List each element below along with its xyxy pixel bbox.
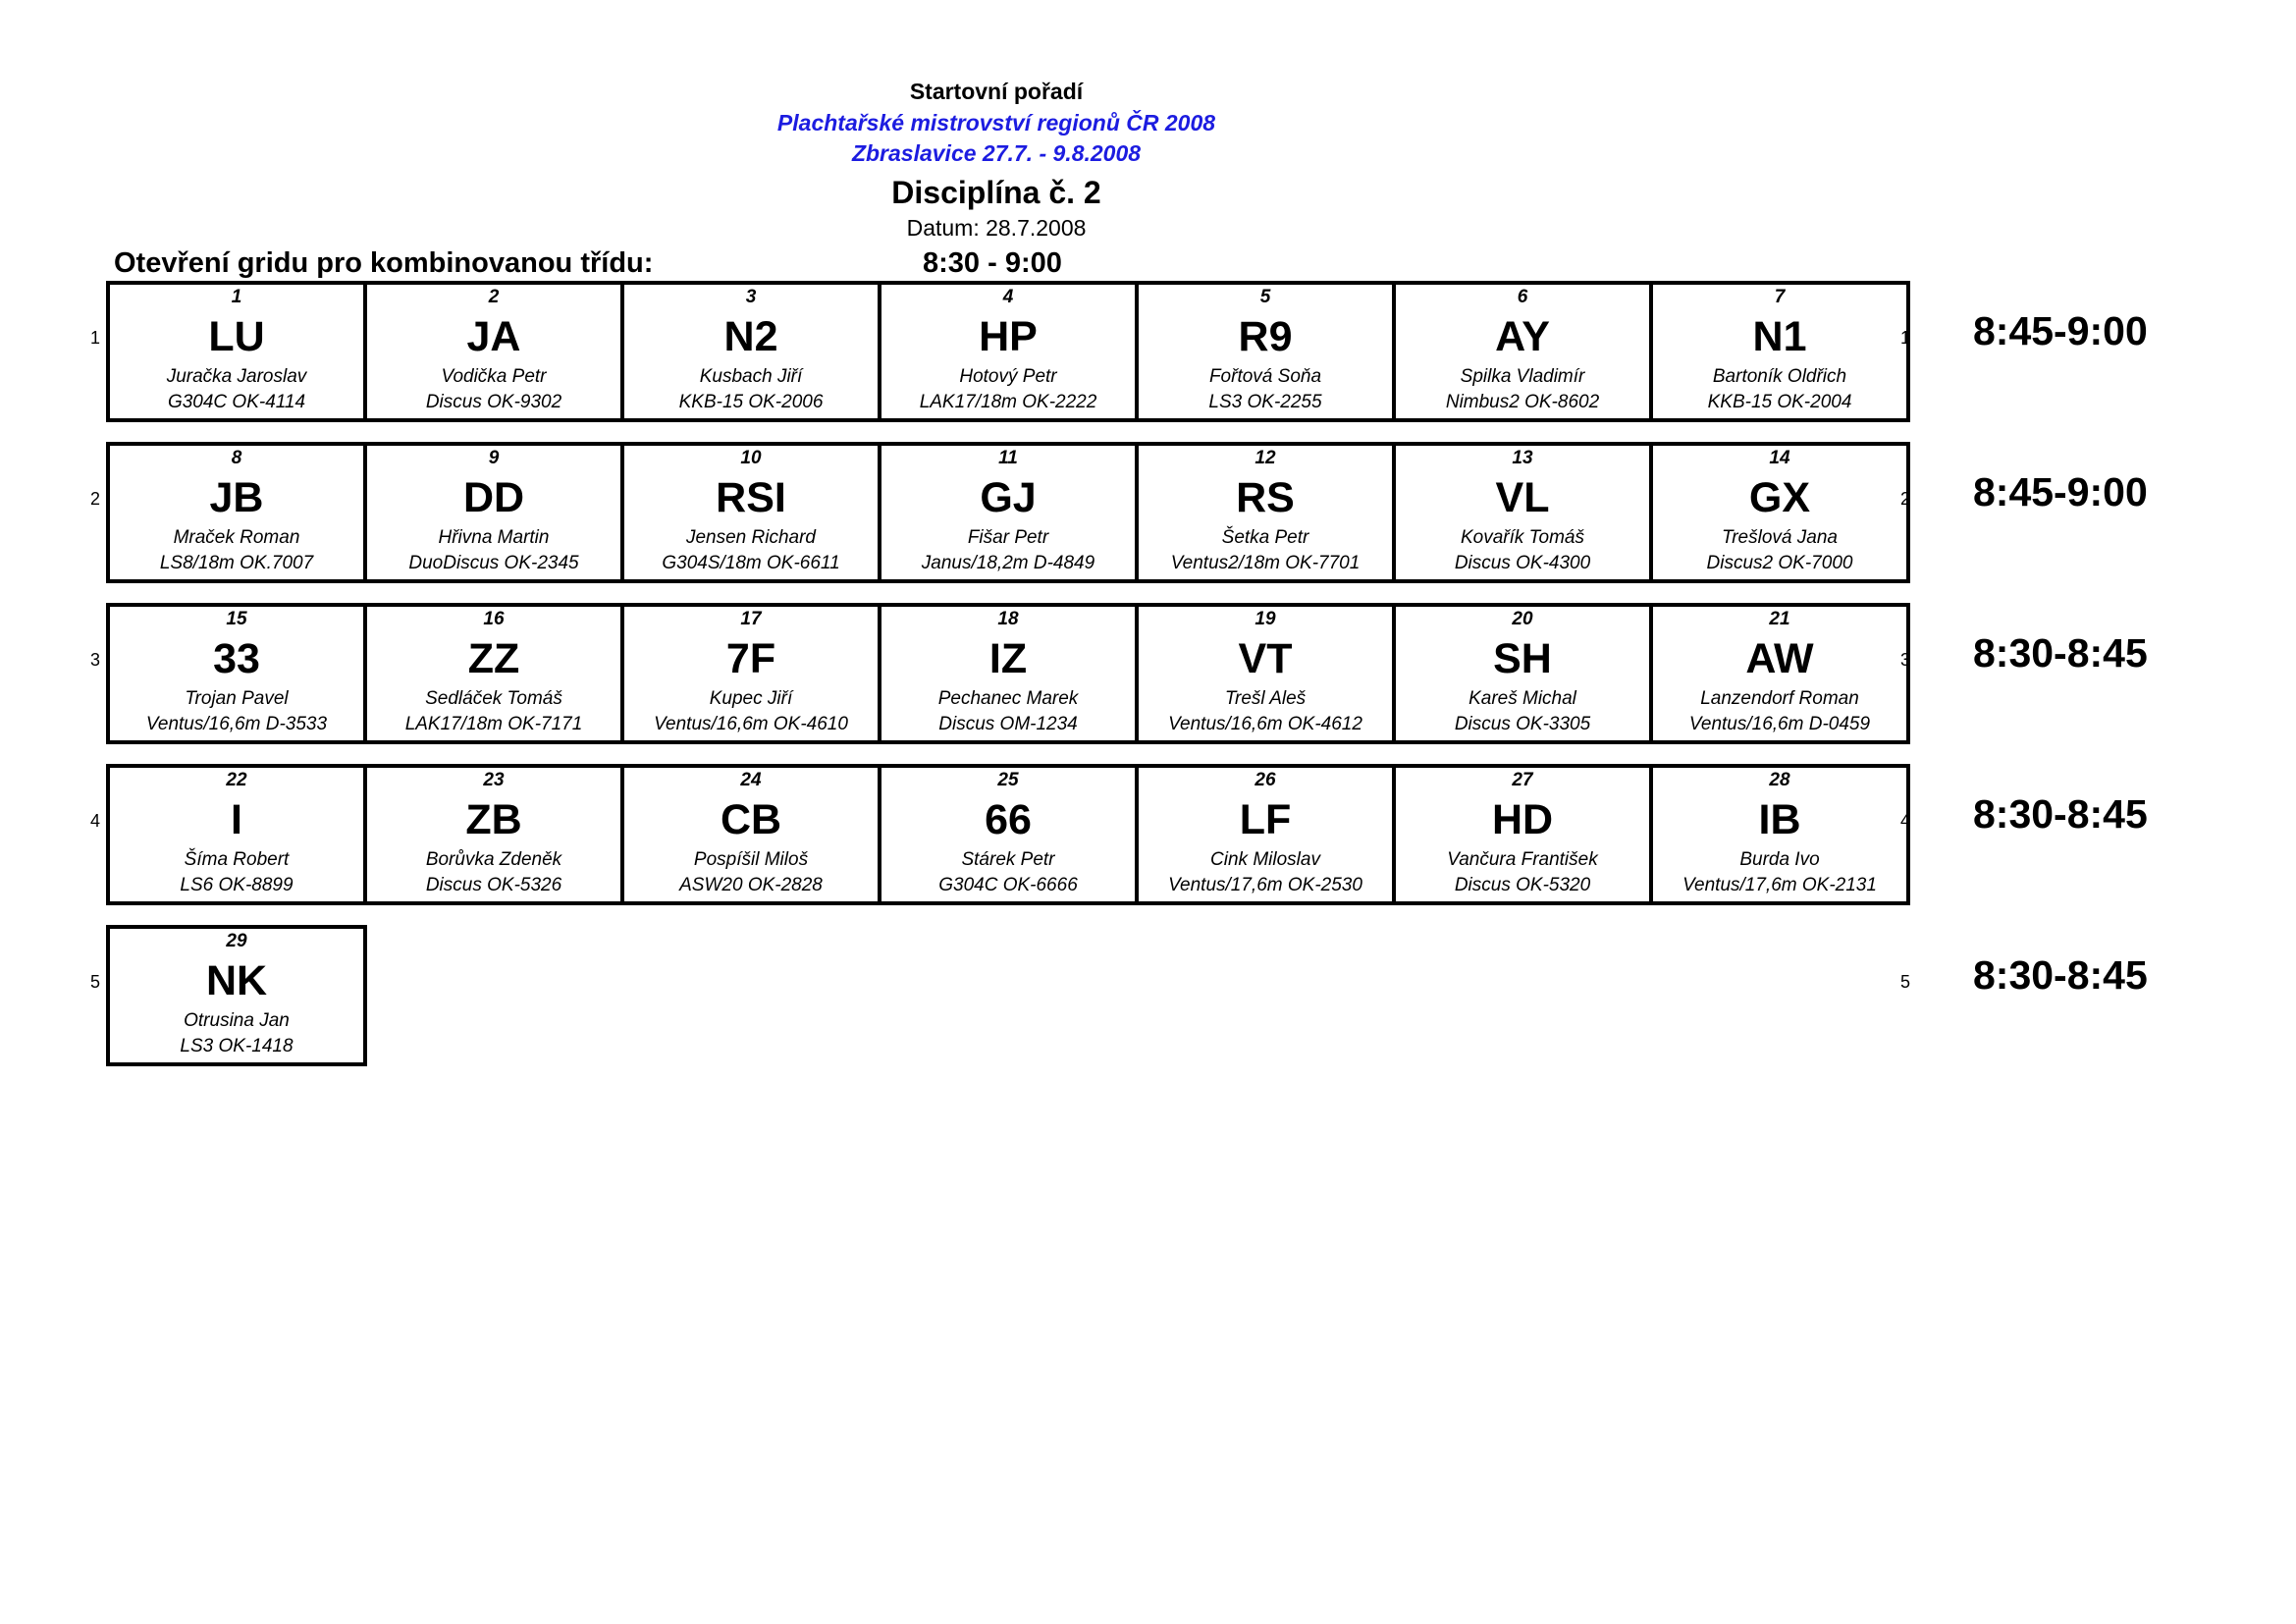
start-number: 17 [740,609,762,629]
start-number: 14 [1769,448,1790,468]
grid-cell [624,768,881,901]
grid-row [0,764,2296,901]
row-number-right: 2 [1900,489,1911,509]
pilot-name: Lanzendorf Roman [1700,688,1859,709]
pilot-name: Sedláček Tomáš [425,688,562,709]
start-number: 25 [997,770,1019,790]
glider-registration: Ventus/16,6m OK-4610 [654,714,848,734]
grid-cell [110,929,363,1062]
competition-code: GX [1748,474,1811,521]
pilot-name: Spilka Vladimír [1460,366,1585,387]
glider-registration: Ventus/16,6m OK-4612 [1168,714,1362,734]
grid-cell [1139,607,1396,740]
glider-registration: Discus OK-9302 [425,392,562,412]
grid-cell [1139,446,1396,579]
start-number: 4 [1002,287,1014,307]
grid-cell [110,607,367,740]
glider-registration: LAK17/18m OK-7171 [404,714,583,734]
competition-code: ZZ [467,635,520,682]
competition-code: IZ [988,635,1028,682]
row-takeoff-window: 8:30-8:45 [1973,952,2148,998]
grid-cell [1653,446,1906,579]
glider-registration: Ventus/16,6m D-3533 [145,714,328,734]
grid-cell [110,768,367,901]
start-number: 27 [1512,770,1533,790]
glider-registration: Discus OK-3305 [1454,714,1591,734]
discipline-date: Datum: 28.7.2008 [906,215,1087,241]
pilot-name: Mraček Roman [173,527,300,548]
competition-code: AW [1745,635,1814,682]
pilot-name: Kupec Jiří [709,688,793,709]
grid-row [0,603,2296,740]
start-number: 28 [1769,770,1790,790]
competition-code: IB [1758,796,1801,843]
page-title: Startovní pořadí [909,79,1084,104]
glider-registration: Ventus2/18m OK-7701 [1170,553,1361,573]
start-number: 12 [1255,448,1276,468]
pilot-name: Burda Ivo [1739,849,1820,870]
competition-code: AY [1495,313,1550,360]
start-number: 20 [1512,609,1533,629]
grid-cell [367,768,624,901]
grid-cell [367,446,624,579]
competition-code: HD [1491,796,1554,843]
competition-code: CB [720,796,782,843]
competition-code: JB [209,474,264,521]
start-number: 16 [483,609,505,629]
pilot-name: Juračka Jaroslav [166,366,307,387]
glider-registration: Janus/18,2m D-4849 [921,553,1095,573]
glider-registration: KKB-15 OK-2006 [678,392,824,412]
glider-registration: Ventus/17,6m OK-2131 [1682,875,1877,895]
grid-row-box [106,925,367,1066]
competition-code: I [231,796,242,843]
pilot-name: Šíma Robert [184,849,290,870]
start-number: 2 [488,287,500,307]
competition-code: N2 [723,313,778,360]
competition-code: VT [1238,635,1293,682]
row-takeoff-window: 8:30-8:45 [1973,630,2148,676]
glider-registration: LS3 OK-2255 [1208,392,1322,412]
glider-registration: Ventus/16,6m D-0459 [1688,714,1871,734]
competition-code: GJ [980,474,1037,521]
start-number: 5 [1259,287,1271,307]
grid-cell [881,768,1139,901]
glider-registration: Discus OK-5320 [1454,875,1591,895]
glider-registration: G304C OK-4114 [167,392,306,412]
start-number: 15 [226,609,247,629]
grid-row-box [106,442,1910,583]
row-number-right: 5 [1900,972,1911,992]
grid-row-box [106,281,1910,422]
pilot-name: Jensen Richard [685,527,817,548]
start-number: 9 [488,448,500,468]
grid-cell [1396,285,1653,418]
grid-cell [881,607,1139,740]
row-number-left: 5 [90,972,101,992]
discipline-heading: Disciplína č. 2 [891,175,1101,210]
row-number-left: 3 [90,650,101,670]
row-takeoff-window: 8:45-9:00 [1973,308,2148,353]
start-number: 19 [1255,609,1276,629]
start-number: 10 [740,448,762,468]
pilot-name: Pospíšil Miloš [693,849,809,870]
pilot-name: Hotový Petr [959,366,1057,387]
grid-open-label: Otevření gridu pro kombinovanou třídu: [114,247,654,279]
row-number-left: 2 [90,489,101,509]
start-number: 3 [745,287,757,307]
competition-code: JA [466,313,521,360]
grid-cell [881,285,1139,418]
competition-code: RSI [716,474,786,521]
glider-registration: LS6 OK-8899 [180,875,294,895]
row-number-right: 4 [1900,811,1911,831]
grid-cell [110,446,367,579]
start-number: 22 [226,770,247,790]
grid-cell [1396,607,1653,740]
grid-cell [110,285,367,418]
grid-cell [1139,768,1396,901]
start-number: 13 [1512,448,1533,468]
row-number-right: 1 [1900,328,1911,348]
competition-code: SH [1493,635,1552,682]
competition-code: DD [462,474,525,521]
pilot-name: Trojan Pavel [185,688,289,709]
grid-cell [367,607,624,740]
grid-cell [367,285,624,418]
row-takeoff-window: 8:30-8:45 [1973,791,2148,837]
pilot-name: Fišar Petr [967,527,1049,548]
competition-code: 66 [985,796,1032,843]
glider-registration: LS8/18m OK.7007 [159,553,314,573]
pilot-name: Vančura František [1447,849,1598,870]
competition-code: NK [205,957,268,1004]
grid-cell [1653,285,1906,418]
glider-registration: KKB-15 OK-2004 [1707,392,1852,412]
pilot-name: Bartoník Oldřich [1712,366,1847,387]
grid-row [0,442,2296,579]
competition-code: N1 [1752,313,1807,360]
glider-registration: DuoDiscus OK-2345 [408,553,579,573]
grid-cell [624,446,881,579]
grid-row-box [106,764,1910,905]
start-number: 29 [226,931,247,951]
competition-code: 33 [213,635,260,682]
competition-code: LF [1239,796,1292,843]
row-takeoff-window: 8:45-9:00 [1973,469,2148,514]
competition-code: HP [979,313,1038,360]
grid-row [0,281,2296,418]
glider-registration: G304S/18m OK-6611 [662,553,840,573]
pilot-name: Borůvka Zdeněk [425,849,562,870]
competition-name: Plachtařské mistrovství regionů ČR 2008 [776,110,1216,135]
competition-code: VL [1495,474,1550,521]
grid-row-box [106,603,1910,744]
grid-cell [1139,285,1396,418]
grid-row [0,925,2296,1062]
pilot-name: Otrusina Jan [184,1010,290,1031]
start-number: 6 [1517,287,1528,307]
start-number: 21 [1769,609,1790,629]
row-number-left: 4 [90,811,101,831]
glider-registration: Nimbus2 OK-8602 [1445,392,1600,412]
competition-code: ZB [465,796,522,843]
grid-cell [1396,768,1653,901]
competition-place-dates: Zbraslavice 27.7. - 9.8.2008 [851,140,1142,166]
competition-code: RS [1236,474,1295,521]
glider-registration: Discus OK-5326 [425,875,562,895]
pilot-name: Kusbach Jiří [699,366,803,387]
glider-registration: ASW20 OK-2828 [679,875,823,895]
pilot-name: Stárek Petr [961,849,1055,870]
grid-cell [1396,446,1653,579]
grid-cell [624,607,881,740]
row-number-left: 1 [90,328,101,348]
competition-code: 7F [725,635,776,682]
pilot-name: Cink Miloslav [1210,849,1320,870]
pilot-name: Pechanec Marek [937,688,1079,709]
pilot-name: Trešl Aleš [1224,688,1307,709]
grid-cell [1653,768,1906,901]
pilot-name: Fořtová Soňa [1208,366,1322,387]
glider-registration: LAK17/18m OK-2222 [919,392,1097,412]
start-number: 24 [740,770,762,790]
row-number-right: 3 [1900,650,1911,670]
grid-open-time: 8:30 - 9:00 [923,247,1062,279]
pilot-name: Vodička Petr [441,366,547,387]
glider-registration: Discus2 OK-7000 [1706,553,1853,573]
pilot-name: Trešlová Jana [1722,527,1838,548]
pilot-name: Kovařík Tomáš [1460,527,1584,548]
start-number: 23 [483,770,505,790]
glider-registration: Ventus/17,6m OK-2530 [1168,875,1362,895]
start-number: 26 [1255,770,1276,790]
start-number: 11 [998,448,1018,468]
pilot-name: Šetka Petr [1221,527,1309,548]
grid-cell [1653,607,1906,740]
start-number: 8 [231,448,242,468]
grid-cell [881,446,1139,579]
start-number: 1 [231,287,242,307]
competition-code: R9 [1238,313,1293,360]
glider-registration: LS3 OK-1418 [180,1036,294,1056]
glider-registration: Discus OK-4300 [1454,553,1591,573]
pilot-name: Hřivna Martin [438,527,550,548]
competition-code: LU [208,313,265,360]
start-number: 7 [1774,287,1786,307]
glider-registration: Discus OM-1234 [938,714,1078,734]
glider-registration: G304C OK-6666 [938,875,1078,895]
start-number: 18 [997,609,1019,629]
grid-cell [624,285,881,418]
pilot-name: Kareš Michal [1468,688,1576,709]
